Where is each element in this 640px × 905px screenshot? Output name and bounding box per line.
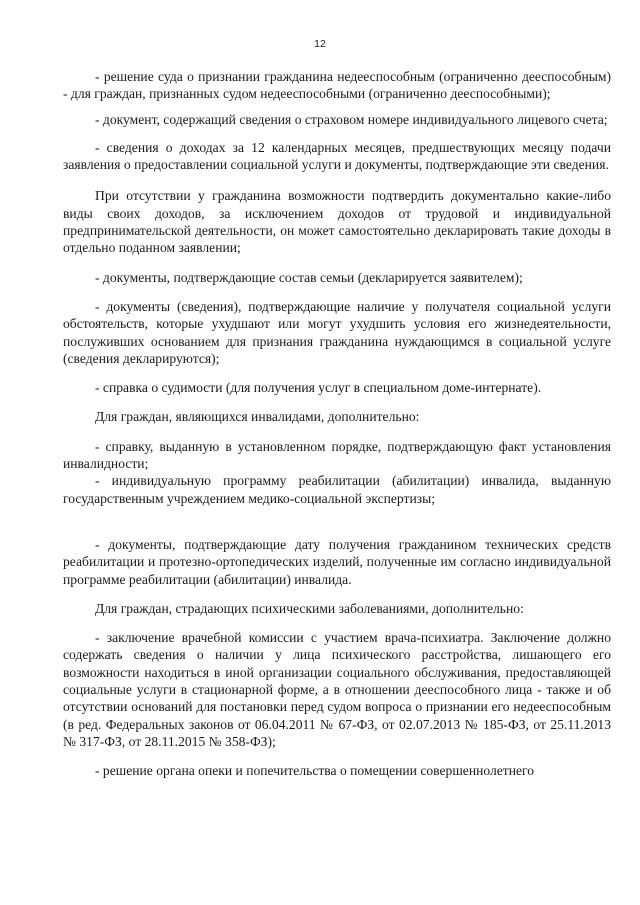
paragraph-medical-commission: - заключение врачебной комиссии с участием врача-психиатра. Заключение должно содержать сведения о наличии у лица психического расстройства, лишающего его возможности находиться в иной организации социального обслуживания, предоставляющей социальные услуги в стационарной форме, а в отношении дееспособного лица - также и об отсутствии оснований для постановки перед судом вопроса о признании его недееспособным (в ред. Федеральных законов от 06.04.2011 № 67-ФЗ, от 02.07.2013 № 185-ФЗ, от 25.11.2013 № 317-ФЗ, от 28.11.2015 № 358-ФЗ); <box>63 630 611 749</box>
paragraph-disabled-heading: Для граждан, являющихся инвалидами, дополнительно: <box>95 409 420 425</box>
page-content <box>63 68 611 780</box>
paragraph-circumstances: - документы (сведения), подтверждающие наличие у получателя социальной услуги обстоятельств, которые ухудшают или могут ухудшить условия его жизнедеятельности, послуживших основанием для признания гражданина нуждающимся в социальной услуге (сведения декларируются); <box>63 298 611 366</box>
paragraph-court-decision: - решение суда о признании гражданина недееспособным (ограниченно дееспособным) - для граждан, признанных судом недееспособными (ограниченно дееспособными); <box>63 69 611 102</box>
paragraph-disability-certificate: - справку, выданную в установленном порядке, подтверждающую факт установления инвалидности; <box>63 438 611 472</box>
paragraph-criminal-record: - справка о судимости (для получения услуг в специальном доме-интернате). <box>95 380 542 396</box>
paragraph-insurance-number: - документ, содержащий сведения о страховом номере индивидуального лицевого счета; <box>95 111 608 127</box>
paragraph-technical-means: - документы, подтверждающие дату получения гражданином технических средств реабилитации и протезно-ортопедических изделий, полученные им согласно индивидуальной программе реабилитации (абилитации) инвалида. <box>63 536 611 587</box>
paragraph-income-info: - сведения о доходах за 12 календарных месяцев, предшествующих месяцу подачи заявления о предоставлении социальной услуги и документы, подтверждающие эти сведения. <box>63 139 611 173</box>
page-number: 12 <box>314 38 326 50</box>
paragraph-income-declaration: При отсутствии у гражданина возможности подтвердить документально какие-либо виды своих доходов, за исключением доходов от трудовой и индивидуальной предпринимательской деятельности, он может самостоятельно декларировать такие доходы в отдельно поданном заявлении; <box>63 188 611 256</box>
paragraph-rehabilitation-program: - индивидуальную программу реабилитации (абилитации) инвалида, выданную государственным учреждением медико-социальной экспертизы; <box>63 473 611 506</box>
paragraph-family-composition: - документы, подтверждающие состав семьи (декларируется заявителем); <box>95 269 523 285</box>
paragraph-mental-heading: Для граждан, страдающих психическими заболеваниями, дополнительно: <box>95 600 524 616</box>
paragraph-guardianship-decision: - решение органа опеки и попечительства о помещении совершеннолетнего <box>95 763 535 779</box>
